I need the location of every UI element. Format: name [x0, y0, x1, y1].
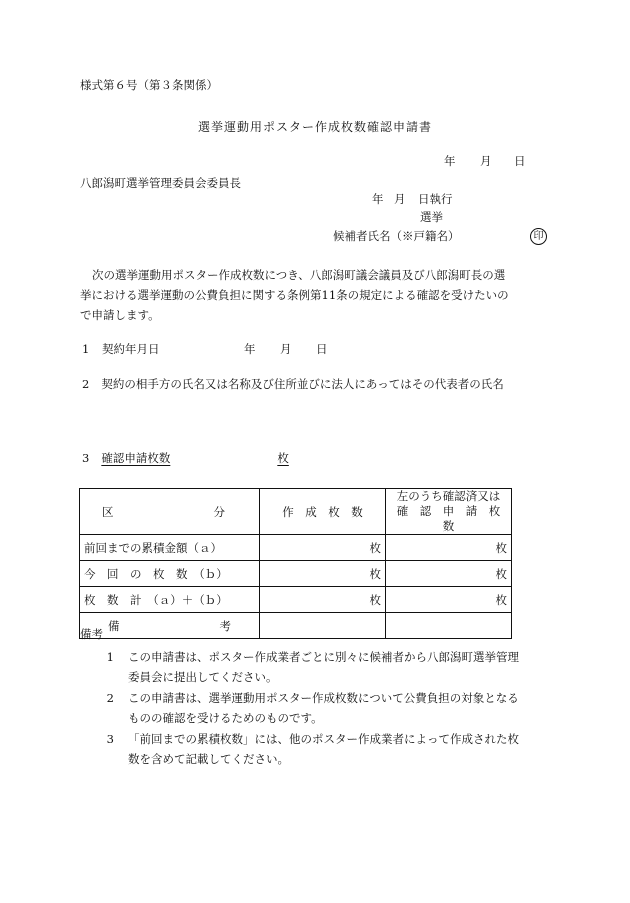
statement-line-2: 挙における選挙運動の公費負担に関する条例第11条の規定による確認を受けたいの [80, 288, 509, 302]
header-confirmed-count [385, 489, 511, 535]
statement-line-1: 次の選挙運動用ポスター作成枚数につき、八郎潟町議会議員及び八郎潟町長の選 [92, 268, 506, 282]
header-category-a: 区 [102, 504, 114, 519]
exec-month: 月 [394, 192, 406, 206]
item1-month: 月 [280, 342, 292, 356]
seal-mark: 印 [530, 228, 547, 245]
row-produced-unit[interactable]: 枚 [259, 561, 385, 587]
statement-line-3: で申請します。 [80, 308, 160, 322]
header-category-b: 分 [213, 504, 225, 519]
header-confirmed-line2: 確 認 申 請 枚 数 [396, 504, 512, 533]
note-item [80, 688, 520, 728]
row-label: 今 回 の 枚 数 （ｂ） [80, 561, 260, 587]
remarks-cell[interactable] [385, 613, 511, 639]
notes-heading: 備考 [80, 627, 103, 641]
date-year: 年 [444, 154, 456, 168]
item1-label: 契約年月日 [102, 342, 160, 356]
header-produced-count: 作 成 枚 数 [259, 489, 385, 535]
row-produced-unit[interactable]: 枚 [259, 535, 385, 561]
form-number: 様式第６号（第３条関係） [80, 78, 218, 92]
item2-number: 2 [82, 377, 90, 391]
header-category [80, 489, 260, 535]
table-header-row [80, 489, 512, 535]
item1-day: 日 [316, 342, 328, 356]
note-text: 「前回までの累積枚数」には、他のポスター作成業者によって作成された枚数を含めて記載してください。 [128, 732, 519, 766]
row-produced-unit[interactable]: 枚 [259, 587, 385, 613]
remarks-row [80, 613, 512, 639]
table-row [80, 535, 512, 561]
exec-year: 年 [372, 192, 384, 206]
note-number: 1 [106, 650, 114, 664]
item3-unit: 枚 [277, 451, 289, 465]
table-row [80, 587, 512, 613]
item1-number: 1 [82, 342, 90, 356]
remarks-label [80, 613, 260, 639]
remarks-cell[interactable] [259, 613, 385, 639]
election-label: 選挙 [420, 210, 443, 224]
exec-day: 日執行 [418, 192, 453, 206]
addressee: 八郎潟町選挙管理委員会委員長 [80, 176, 241, 190]
row-confirmed-unit[interactable]: 枚 [385, 535, 511, 561]
item-requested-count [82, 452, 289, 466]
row-label: 前回までの累積金額（ａ） [80, 535, 260, 561]
notes-list [80, 647, 520, 770]
item3-label: 確認申請枚数 [101, 451, 171, 465]
note-text: この申請書は、選挙運動用ポスター作成枚数について公費負担の対象となるものの確認を受けるためのものです。 [128, 691, 519, 725]
item2-label: 契約の相手方の氏名又は名称及び住所並びに法人にあってはその代表者の氏名 [101, 377, 504, 391]
item-contractor [82, 378, 504, 392]
header-confirmed-line1: 左のうち確認済又は [396, 489, 501, 503]
row-confirmed-unit[interactable]: 枚 [385, 587, 511, 613]
date-day: 日 [514, 154, 526, 168]
remarks-label-a: 備 [108, 618, 120, 633]
note-number: 2 [106, 691, 114, 705]
item1-year: 年 [244, 342, 256, 356]
date-month: 月 [480, 154, 492, 168]
note-number: 3 [106, 732, 114, 746]
application-statement [80, 265, 520, 325]
note-item [80, 729, 520, 769]
note-item [80, 647, 520, 687]
candidate-name-label: 候補者氏名（※戸籍名） [333, 229, 460, 243]
note-text: この申請書は、ポスター作成業者ごとに別々に候補者から八郎潟町選挙管理委員会に提出してください。 [128, 650, 519, 684]
poster-count-table [79, 488, 512, 639]
remarks-label-b: 考 [219, 618, 231, 633]
table-row [80, 561, 512, 587]
row-confirmed-unit[interactable]: 枚 [385, 561, 511, 587]
item3-number: 3 [82, 451, 90, 465]
document-title: 選挙運動用ポスター作成枚数確認申請書 [197, 120, 432, 134]
row-label: 枚 数 計 （ａ）＋（ｂ） [80, 587, 260, 613]
